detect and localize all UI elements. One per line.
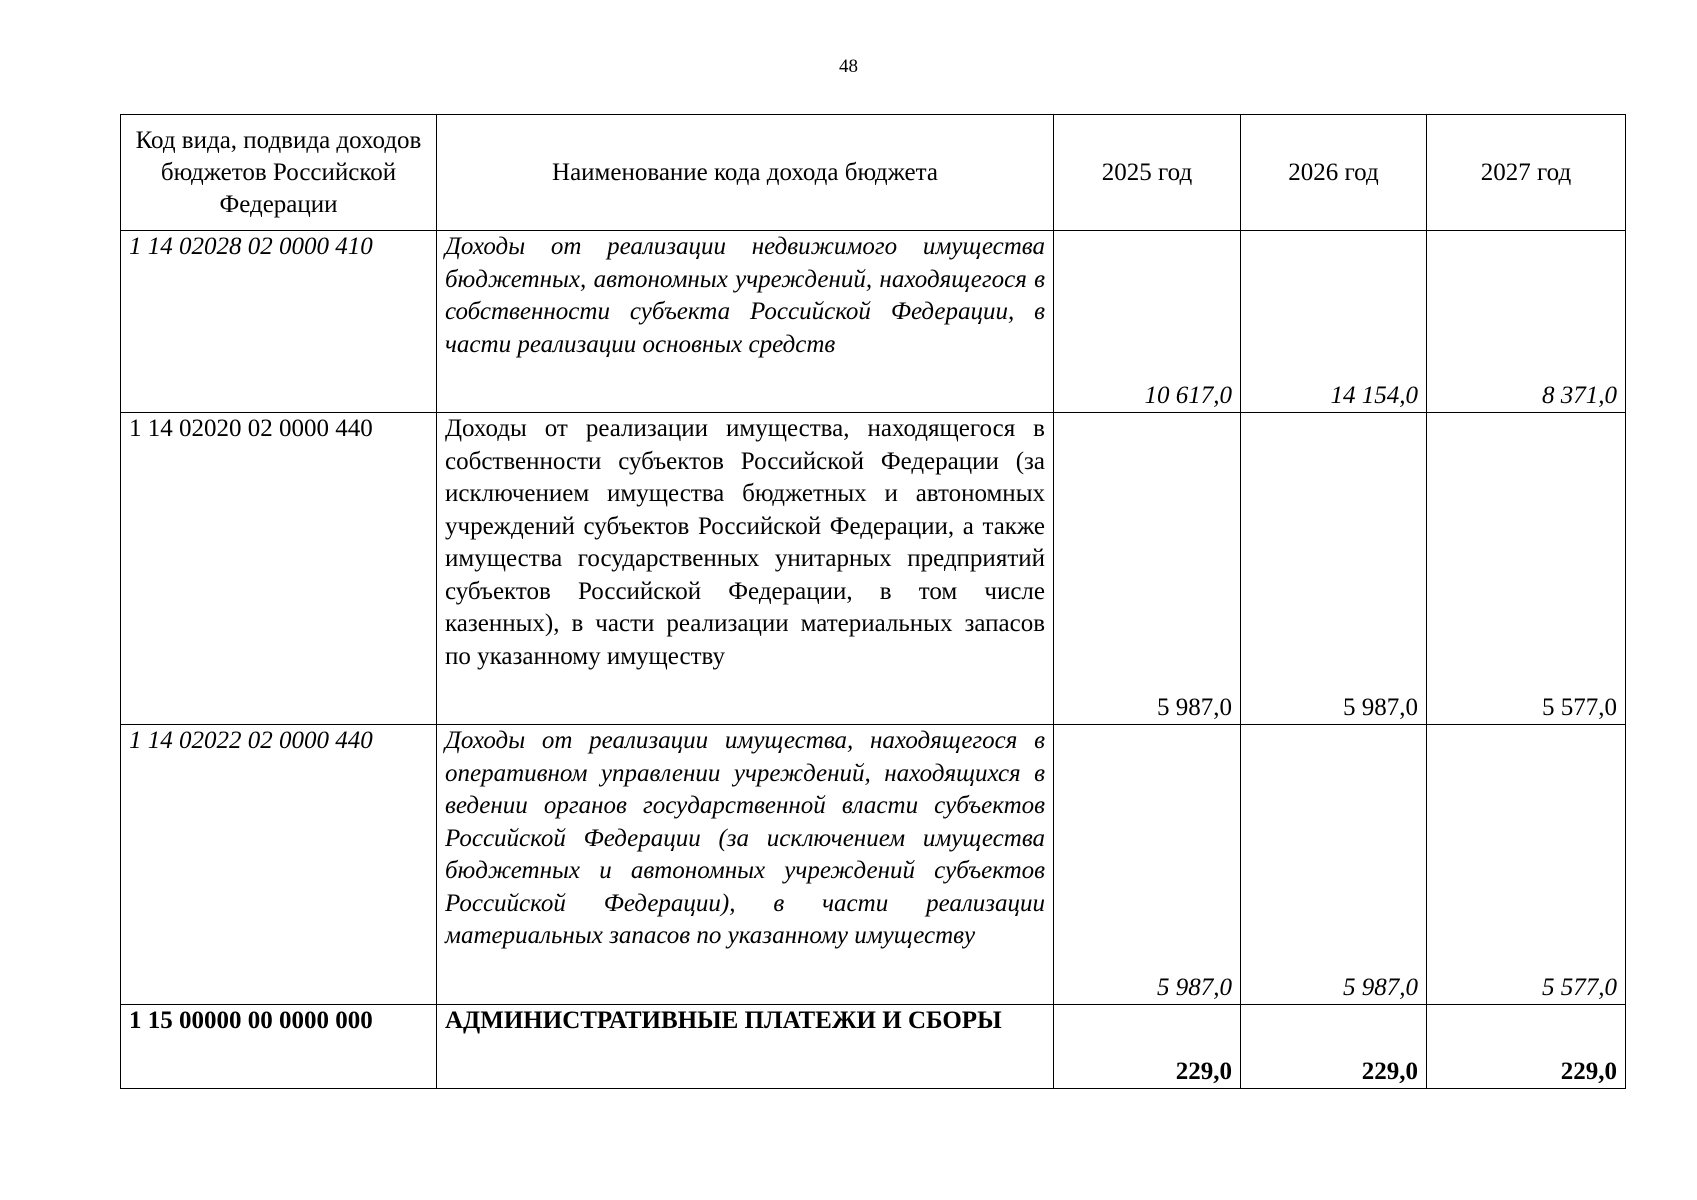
amount-2026: 5 987,0: [1241, 725, 1427, 1005]
revenue-table: [120, 114, 1626, 1089]
header-code: Код вида, подвида доходов бюджетов Российской Федерации: [121, 115, 437, 231]
amount-2026: 229,0: [1241, 1005, 1427, 1089]
amount-2027: 5 577,0: [1427, 413, 1626, 725]
table-row: [121, 725, 1626, 1005]
table-row: [121, 1005, 1626, 1089]
amount-2025: 10 617,0: [1054, 231, 1241, 413]
income-code: 1 14 02020 02 0000 440: [121, 413, 437, 725]
amount-2027: 8 371,0: [1427, 231, 1626, 413]
income-name: Доходы от реализации имущества, находящегося в собственности субъектов Российской Федерации (за исключением имущества бюджетных и автономных учреждений субъектов Российской Федерации, а также имущества государственных унитарных предприятий субъектов Российской Федерации, в том числе казенных), в части реализации материальных запасов по указанному имуществу: [437, 413, 1054, 725]
page-number: 48: [839, 56, 858, 77]
amount-2025: 229,0: [1054, 1005, 1241, 1089]
header-name: Наименование кода дохода бюджета: [437, 115, 1054, 231]
income-code: 1 14 02022 02 0000 440: [121, 725, 437, 1005]
amount-2025: 5 987,0: [1054, 413, 1241, 725]
amount-2025: 5 987,0: [1054, 725, 1241, 1005]
header-year-2025: 2025 год: [1054, 115, 1241, 231]
amount-2027: 229,0: [1427, 1005, 1626, 1089]
table-header-row: [121, 115, 1626, 231]
income-name: Доходы от реализации имущества, находящегося в оперативном управлении учреждений, находящихся в ведении органов государственной власти субъектов Российской Федерации (за исключением имущества бюджетных и автономных учреждений субъектов Российской Федерации), в части реализации материальных запасов по указанному имуществу: [437, 725, 1054, 1005]
amount-2027: 5 577,0: [1427, 725, 1626, 1005]
header-year-2026: 2026 год: [1241, 115, 1427, 231]
table-row: [121, 231, 1626, 413]
amount-2026: 14 154,0: [1241, 231, 1427, 413]
header-year-2027: 2027 год: [1427, 115, 1626, 231]
income-name: Доходы от реализации недвижимого имущества бюджетных, автономных учреждений, находящегося в собственности субъекта Российской Федерации, в части реализации основных средств: [437, 231, 1054, 413]
income-code: 1 15 00000 00 0000 000: [121, 1005, 437, 1089]
income-code: 1 14 02028 02 0000 410: [121, 231, 437, 413]
table-row: [121, 413, 1626, 725]
amount-2026: 5 987,0: [1241, 413, 1427, 725]
income-name: АДМИНИСТРАТИВНЫЕ ПЛАТЕЖИ И СБОРЫ: [437, 1005, 1054, 1089]
